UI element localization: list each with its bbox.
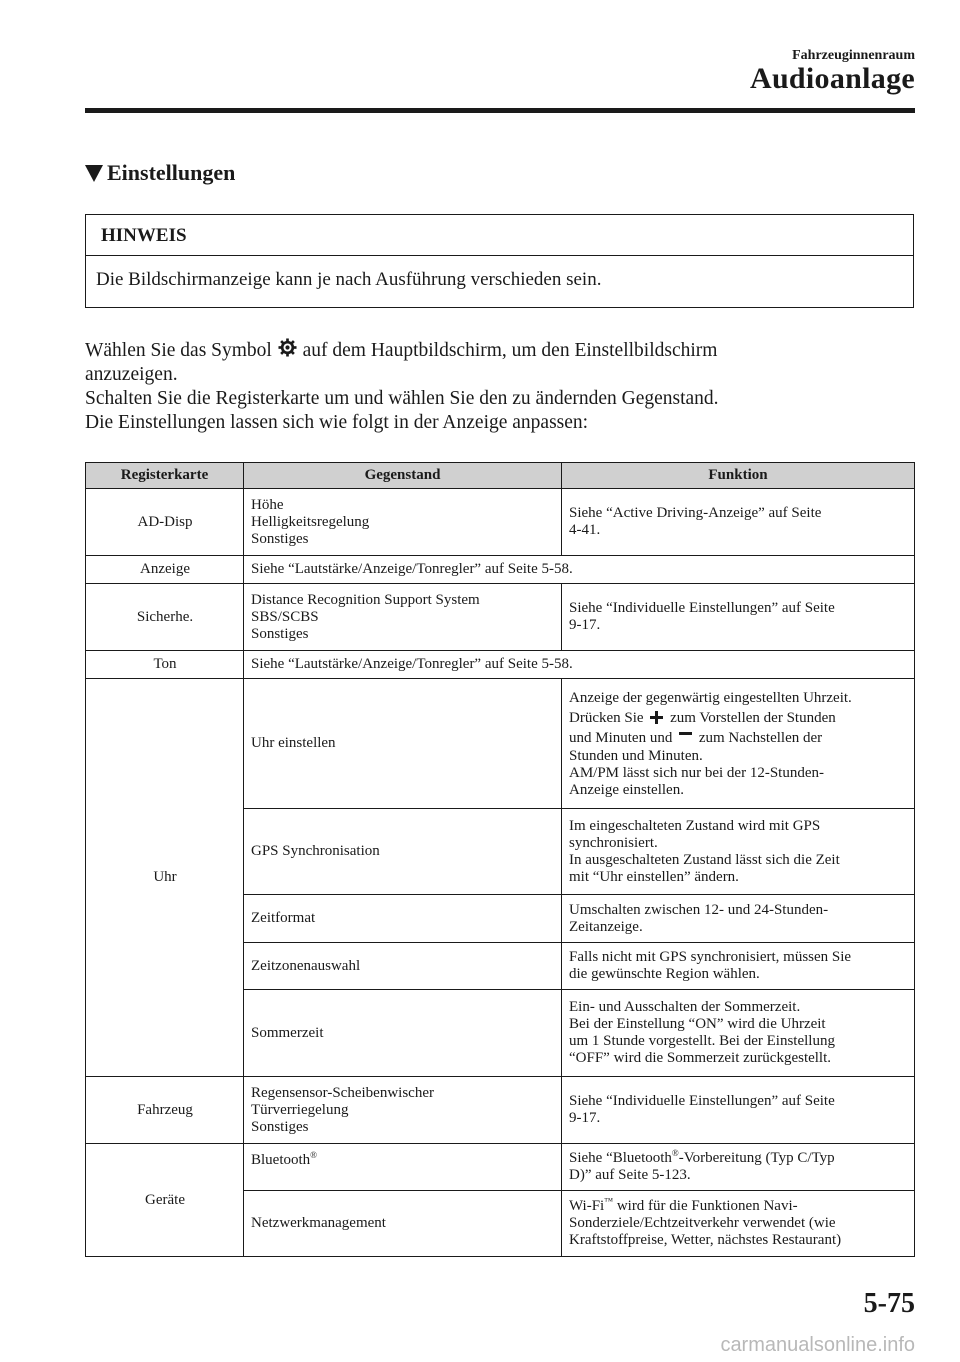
func-text: und Minuten und — [569, 730, 677, 746]
func-line: Umschalten zwischen 12- und 24-Stunden- — [569, 901, 829, 918]
header-gegenstand: Gegenstand — [244, 463, 562, 489]
func-line: um 1 Stunde vorgestellt. Bei der Einstellung — [569, 1033, 835, 1049]
function-cell — [562, 489, 915, 556]
item-cell: Siehe “Lautstärke/Anzeige/Tonregler” auf Seite 5-58. — [244, 651, 915, 679]
item-line: SBS/SCBS — [251, 608, 319, 625]
func-line — [569, 728, 908, 748]
table-header-row — [86, 463, 915, 489]
func-text: Wi-Fi — [569, 1198, 605, 1214]
section-heading — [85, 160, 235, 186]
item-cell — [244, 1144, 562, 1191]
func-text: zum Vorstellen der Stunden — [666, 710, 836, 726]
func-text: zum Nachstellen der — [695, 730, 823, 746]
tab-cell: Fahrzeug — [86, 1077, 244, 1144]
intro-text — [85, 338, 925, 435]
item-line: Helligkeitsregelung — [251, 513, 370, 530]
func-line: Zeitanzeige. — [569, 918, 643, 935]
header-registerkarte: Registerkarte — [86, 463, 244, 489]
minus-icon — [679, 731, 692, 744]
item-cell: Sommerzeit — [244, 990, 562, 1077]
trademark: ™ — [604, 1196, 614, 1206]
func-line: Sonderziele/Echtzeitverkehr verwendet (wie — [569, 1215, 836, 1231]
tab-cell: Ton — [86, 651, 244, 679]
func-line: Falls nicht mit GPS synchronisiert, müssen Sie — [569, 949, 852, 965]
function-cell — [562, 990, 915, 1077]
table-row — [86, 1144, 915, 1191]
item-text: Bluetooth — [251, 1152, 311, 1168]
func-line: Kraftstoffpreise, Wetter, nächstes Restaurant) — [569, 1232, 842, 1248]
func-line: Siehe “Individuelle Einstellungen” auf Seite — [569, 600, 835, 616]
note-text: Die Bildschirmanzeige kann je nach Ausführung verschieden sein. — [96, 269, 602, 290]
table-row — [86, 651, 915, 679]
func-line: “OFF” wird die Sommerzeit zurückgestellt. — [569, 1050, 832, 1066]
item-cell: GPS Synchronisation — [244, 809, 562, 895]
intro-line1a: Wählen Sie das Symbol — [85, 340, 277, 361]
note-box — [85, 214, 914, 308]
intro-line4: Die Einstellungen lassen sich wie folgt in der Anzeige anpassen: — [85, 412, 589, 433]
item-line: Türverriegelung — [251, 1101, 349, 1118]
func-text: wird für die Funktionen Navi- — [613, 1198, 798, 1214]
table-row — [86, 1077, 915, 1144]
func-line: 9-17. — [569, 1110, 601, 1126]
settings-gear-icon — [278, 338, 297, 357]
registered-mark: ® — [310, 1150, 318, 1160]
func-line: synchronisiert. — [569, 834, 658, 851]
func-line: D)” auf Seite 5-123. — [569, 1167, 691, 1183]
func-line: die gewünschte Region wählen. — [569, 966, 760, 982]
intro-line2: anzuzeigen. — [85, 364, 178, 385]
item-cell: Zeitzonenauswahl — [244, 943, 562, 990]
item-cell: Siehe “Lautstärke/Anzeige/Tonregler” auf Seite 5-58. — [244, 556, 915, 584]
func-line: AM/PM lässt sich nur bei der 12-Stunden- — [569, 765, 824, 781]
func-text: Siehe “Bluetooth — [569, 1150, 672, 1166]
function-cell — [562, 943, 915, 990]
intro-line1b: auf dem Hauptbildschirm, um den Einstellbildschirm — [297, 340, 718, 361]
func-line — [569, 1150, 908, 1167]
func-line: Anzeige einstellen. — [569, 782, 684, 798]
func-text: -Vorbereitung (Typ C/Typ — [678, 1150, 835, 1166]
note-title: HINWEIS — [86, 215, 913, 256]
func-text: Drücken Sie — [569, 710, 648, 726]
function-cell — [562, 809, 915, 895]
func-line: In ausgeschalteten Zustand lässt sich die Zeit — [569, 851, 840, 868]
item-line: Regensensor-Scheibenwischer — [251, 1084, 434, 1101]
registered-mark: ® — [671, 1148, 679, 1158]
item-cell — [244, 1077, 562, 1144]
settings-table — [85, 462, 915, 1257]
function-cell — [562, 895, 915, 943]
item-cell: Zeitformat — [244, 895, 562, 943]
item-line: Sonstiges — [251, 530, 309, 547]
func-line: Stunden und Minuten. — [569, 748, 703, 764]
func-line: Bei der Einstellung “ON” wird die Uhrzeit — [569, 1016, 826, 1032]
plus-icon — [650, 711, 663, 724]
table-row — [86, 489, 915, 556]
func-line: mit “Uhr einstellen” ändern. — [569, 868, 739, 885]
page-number: 5-75 — [863, 1288, 915, 1319]
func-line: 9-17. — [569, 617, 601, 633]
item-line: Sonstiges — [251, 1118, 309, 1135]
function-cell — [562, 1191, 915, 1257]
function-cell — [562, 1144, 915, 1191]
function-cell — [562, 584, 915, 651]
header-funktion: Funktion — [562, 463, 915, 489]
func-line: Siehe “Active Driving-Anzeige” auf Seite — [569, 505, 822, 521]
section-title: Einstellungen — [107, 160, 236, 185]
header-rule — [85, 108, 915, 113]
func-line: Anzeige der gegenwärtig eingestellten Uhrzeit. — [569, 690, 852, 706]
intro-line3: Schalten Sie die Registerkarte um und wählen Sie den zu ändernden Gegenstand. — [85, 388, 719, 409]
tab-cell: Anzeige — [86, 556, 244, 584]
func-line — [569, 708, 908, 728]
item-cell: Netzwerkmanagement — [244, 1191, 562, 1257]
page-title: Audioanlage — [749, 62, 915, 95]
func-line — [569, 1198, 908, 1215]
func-line: 4-41. — [569, 522, 601, 538]
triangle-down-icon — [85, 165, 103, 182]
tab-cell: Sicherhe. — [86, 584, 244, 651]
func-line: Ein- und Ausschalten der Sommerzeit. — [569, 999, 801, 1015]
function-cell — [562, 1077, 915, 1144]
tab-cell: AD-Disp — [86, 489, 244, 556]
function-cell — [562, 679, 915, 809]
table-row — [86, 679, 915, 809]
item-cell — [244, 584, 562, 651]
chapter-label: Fahrzeuginnenraum — [792, 48, 915, 63]
func-line: Siehe “Individuelle Einstellungen” auf Seite — [569, 1093, 835, 1109]
table-row — [86, 584, 915, 651]
tab-cell: Uhr — [86, 679, 244, 1077]
watermark: carmanualsonline.info — [720, 1334, 915, 1356]
item-line: Höhe — [251, 496, 284, 513]
func-line: Im eingeschalteten Zustand wird mit GPS — [569, 817, 821, 834]
item-cell: Uhr einstellen — [244, 679, 562, 809]
item-line: Sonstiges — [251, 625, 309, 642]
item-cell — [244, 489, 562, 556]
tab-cell: Geräte — [86, 1144, 244, 1257]
item-line: Distance Recognition Support System — [251, 591, 480, 608]
table-row — [86, 556, 915, 584]
